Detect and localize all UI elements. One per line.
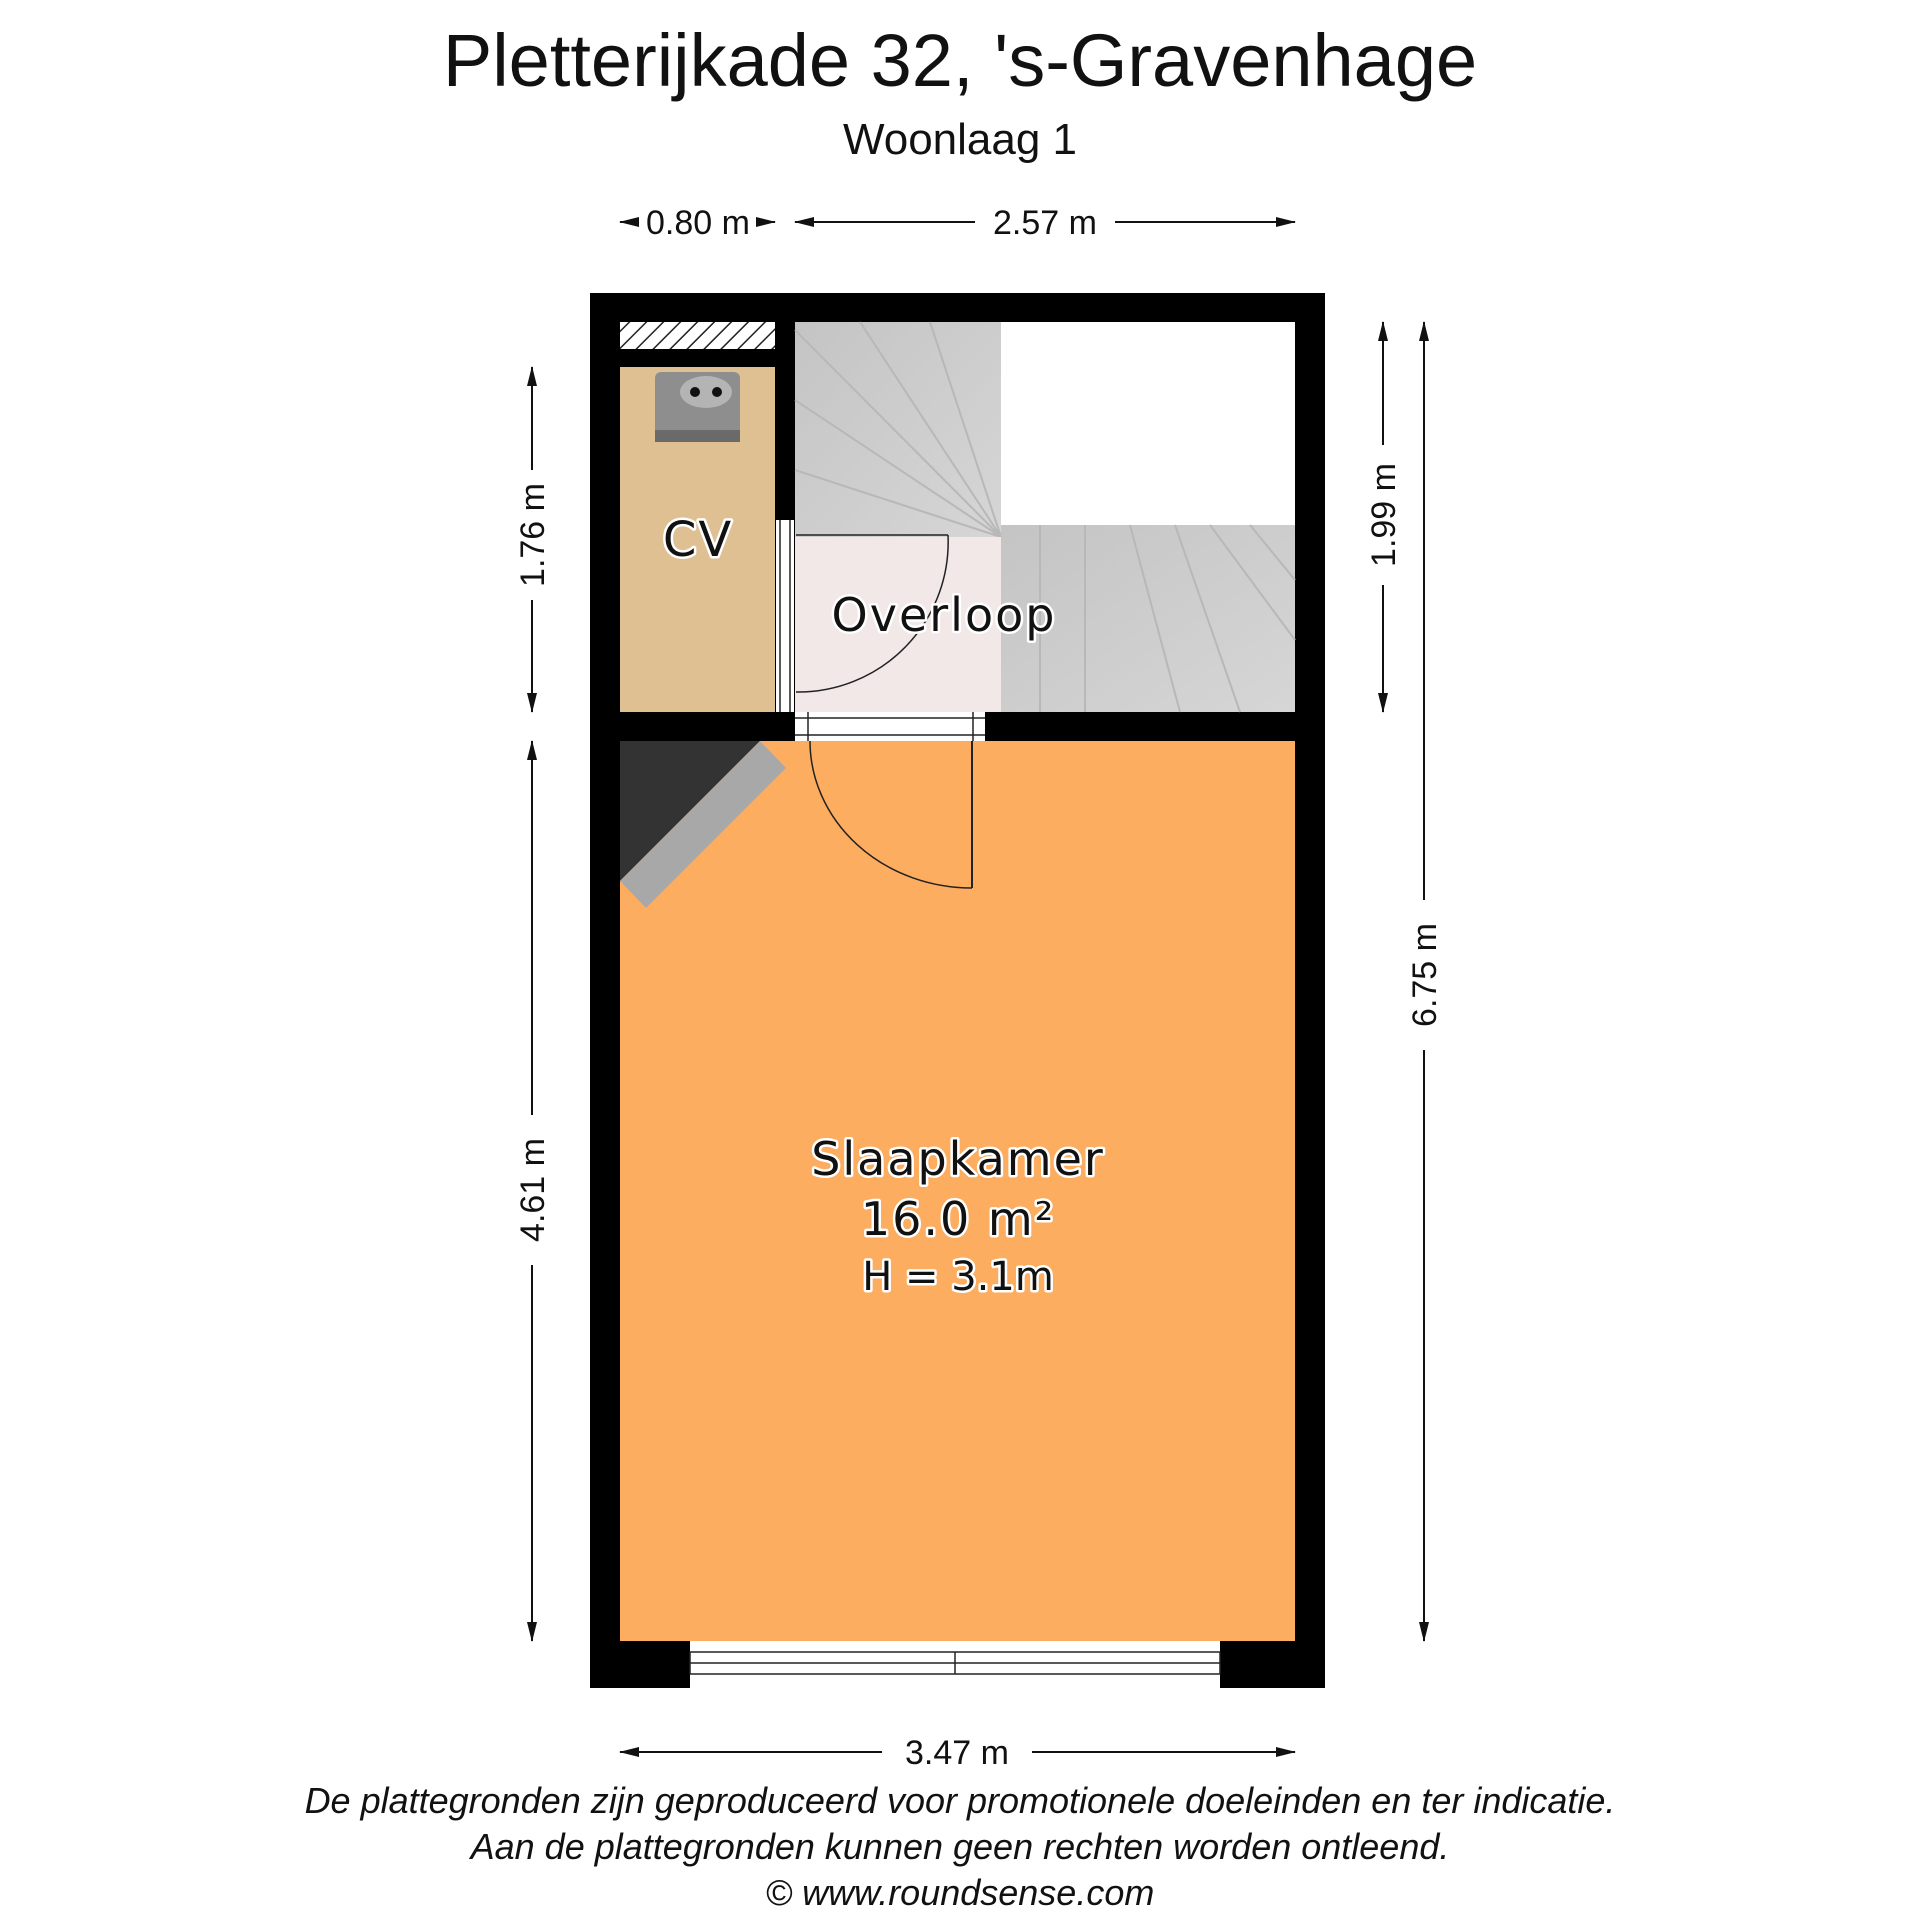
- dimension-left-upper: [514, 367, 552, 712]
- slaapkamer-area: 16.0 m²: [860, 1192, 1056, 1246]
- disclaimer-line-1: De plattegronden zijn geproduceerd voor promotionele doeleinden en ter indicatie.: [304, 1780, 1616, 1821]
- slaapkamer-floor: [620, 741, 1295, 1641]
- disclaimer-line-2: Aan de plattegronden kunnen geen rechten worden ontleend.: [470, 1826, 1450, 1867]
- dimension-top-left: [620, 204, 775, 242]
- dimension-bottom: [620, 1734, 1295, 1772]
- shaft-hatch: [620, 322, 775, 349]
- dimension-bottom-label: 3.47 m: [905, 1734, 1009, 1772]
- dimension-top-left-label: 0.80 m: [646, 204, 750, 242]
- disclaimer: [0, 1778, 1920, 1916]
- cv-label: CV: [662, 512, 734, 568]
- slaapkamer-label: Slaapkamer: [811, 1132, 1105, 1186]
- dimension-top-right: [795, 204, 1295, 242]
- dimension-right-inner-label: 1.99 m: [1365, 463, 1403, 567]
- dimension-right-outer-label: 6.75 m: [1406, 923, 1444, 1027]
- overloop-label: Overloop: [831, 588, 1057, 642]
- dimension-right-outer: [1406, 322, 1444, 1641]
- bottom-window: [690, 1641, 1220, 1688]
- boiler-icon: [655, 372, 740, 442]
- floor-label: Woonlaag 1: [842, 115, 1078, 164]
- dimension-left-lower-label: 4.61 m: [514, 1138, 552, 1242]
- dimension-right-inner: [1365, 322, 1403, 712]
- stairs-upper: [795, 322, 1001, 537]
- copyright-link[interactable]: © www.roundsense.com: [765, 1872, 1155, 1913]
- dimension-left-lower: [514, 741, 552, 1641]
- dimension-left-upper-label: 1.76 m: [514, 483, 552, 587]
- slaapkamer-height: H = 3.1m: [862, 1254, 1054, 1300]
- dimension-top-right-label: 2.57 m: [993, 204, 1097, 242]
- page-title: Pletterijkade 32, 's-Gravenhage: [442, 19, 1478, 102]
